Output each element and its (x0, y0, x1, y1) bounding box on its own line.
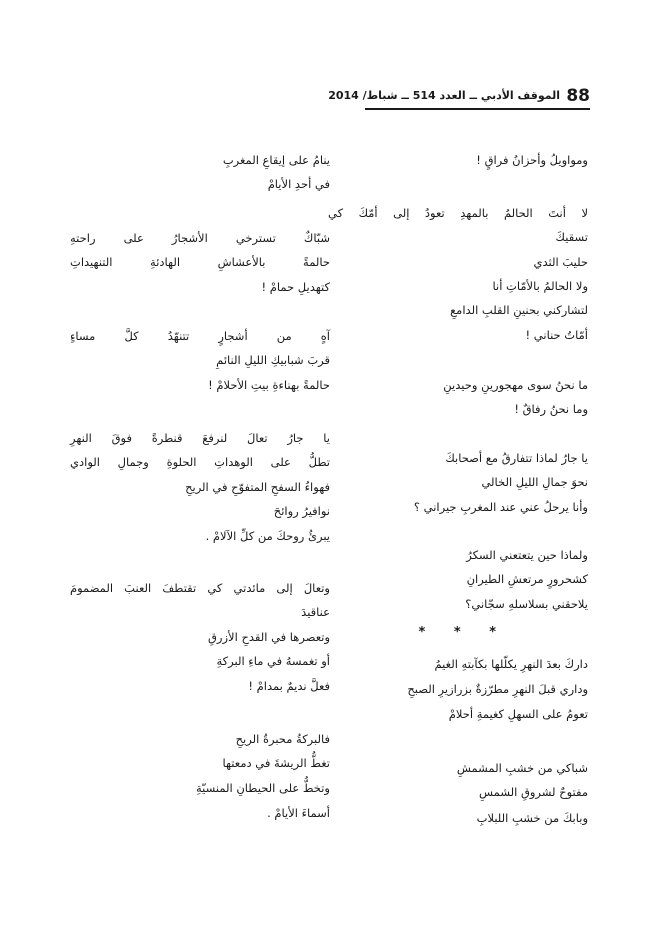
verse-line: تغطُّ الريشةَ في دمعتها (222, 756, 330, 770)
verse-line: حالمةً بالأعشاشِ الهادئةِ التنهيداتِ (70, 255, 330, 269)
verse-line: آهٍ من أشجارٍ تتنهّدُ كلَّ مساءٍ (70, 329, 330, 343)
verse-line: في أحدِ الأيامْ (267, 177, 330, 191)
verse-line: مفتوحٌ لشروقِ الشمسِ (479, 785, 588, 799)
verse-line: نحوَ جمالِ الليلِ الخالي (481, 475, 588, 489)
verse-line: داركَ بعدَ النهرِ يكلّلها بكآبتهِ الغيمُ (434, 657, 588, 671)
verse-line: يبرئُ روحكَ من كلِّ الآلامْ . (205, 529, 330, 543)
page-number: 88 (566, 86, 590, 106)
verse-line: يلاحقني بسلاسلهِ سجّاني؟ (465, 597, 588, 611)
verse-line: وبابكَ من خشبِ اللبلابِ (476, 811, 588, 825)
verse-line: فهواءُ السفحِ المتفوّحِ في الريحِ (185, 480, 330, 494)
verse-line: عناقيدَ (301, 605, 330, 619)
verse-line: ولا الحالمُ بالأمّاتِ أنا (492, 279, 588, 293)
verse-line: أو تغمسهُ في ماءِ البركةِ (216, 654, 330, 668)
verse-line: أسماءَ الأيامْ . (267, 806, 330, 820)
verse-line: يا جارُ لماذا تتفارقُ مع أصحابكَ (445, 451, 588, 465)
verse-line: قربَ شبابيكِ الليلِ النائمِ (216, 353, 330, 367)
verse-line: نوافيرُ روائحَ (273, 504, 330, 518)
verse-line: ما نحنُ سوى مهجورينِ وحيدينِ (443, 378, 588, 392)
verse-line: ومواويلُ وأحزانُ فراقٍ ! (476, 153, 588, 167)
verse-line: وداري قبلَ النهرِ مطرّزةٌ بزرازيرِ الصبحِ (407, 682, 588, 696)
verse-line: كتهديلِ حمامْ ! (261, 280, 330, 294)
verse-line: حالمةً بهناءةِ بيتِ الأحلامْ ! (208, 378, 330, 392)
running-title: الموقف الأدبي ــ العدد 514 ــ شباط/ 2014 (328, 89, 560, 102)
verse-line: حليبَ الثدي (533, 255, 588, 269)
verse-line: وتخطُّ على الحيطانِ المنسيّةِ (195, 781, 330, 795)
verse-line: وتعصرها في القدحِ الأزرقِ (208, 630, 330, 644)
verse-line: شبّاكٌ تسترخي الأشجارُ على راحتهِ (70, 231, 330, 245)
verse-line: تطلُّ على الوهداتِ الحلوةِ وجمالِ الوادي (70, 455, 330, 469)
verse-line: وما نحنُ رفاقٌ ! (514, 402, 588, 416)
verse-line: ينامُ على إيقاعِ المغربِ (222, 153, 330, 167)
verse-line: تعومُ على السهلِ كغيمةِ أحلامْ (448, 707, 588, 721)
verse-line: تسقيكَ (555, 230, 588, 244)
section-divider-stars: * * * (418, 625, 508, 640)
verse-line: يا جارُ تعالَ لنرفعَ قنطرةً فوقَ النهرِ (70, 431, 330, 445)
verse-line: أمّاتُ حناني ! (525, 328, 588, 342)
verse-line: لا أنتَ الحالمُ بالمهدِ تعودُ إلى أمّكَ كي (328, 206, 588, 220)
verse-line: كشحرورٍ مرتعشِ الطيرانِ (466, 572, 588, 586)
verse-line: شباكي من خشبِ المشمشِ (456, 761, 588, 775)
verse-line: فعلَّ نديمٌ بمدامْ ! (248, 679, 330, 693)
verse-line: وأنا يرحلُ عني عند المغربِ جيراني ؟ (413, 500, 588, 514)
verse-line: لتشاركني بحنينِ القلبِ الدامعِ (450, 303, 588, 317)
header-rule (365, 108, 590, 110)
verse-line: فالبركةُ محبرةُ الريحِ (235, 732, 330, 746)
verse-line: ولماذا حين يتعتعني السكرُ (466, 548, 588, 562)
page-header (328, 86, 590, 110)
verse-line: وتعالَ إلى مائدتي كي تقتطفَ العنبَ المضمومَ (70, 581, 330, 595)
